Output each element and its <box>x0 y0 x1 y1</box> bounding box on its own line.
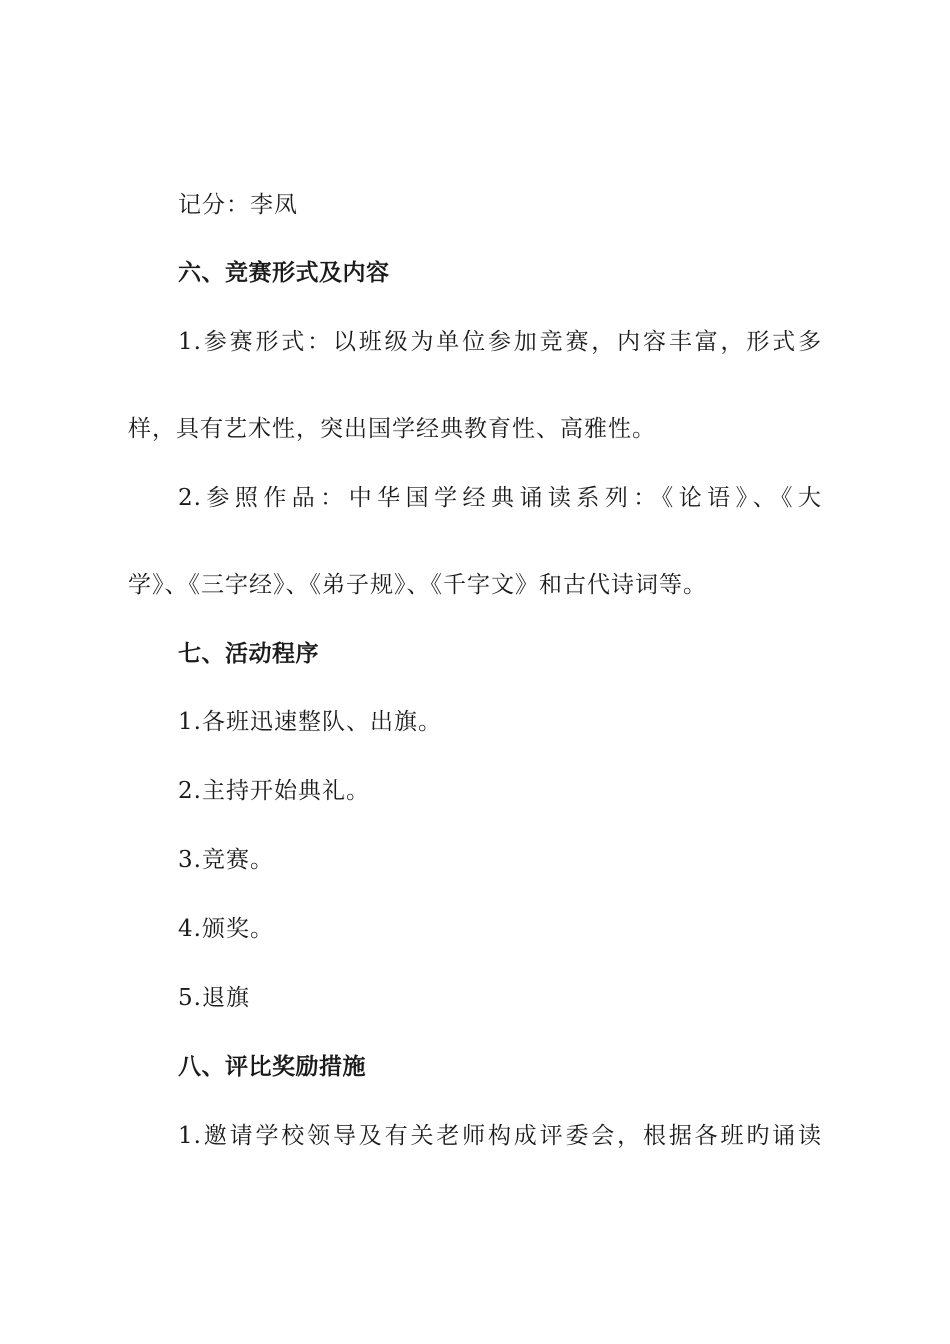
scorer-line: 记分：李凤 <box>178 192 298 218</box>
paragraph-line: 1.邀请学校领导及有关老师构成评委会，根据各班旳诵读 <box>178 1123 822 1149</box>
list-item: 3.竞赛。 <box>178 847 274 873</box>
list-item: 5.退旗 <box>178 985 250 1011</box>
section-heading-7: 七、活动程序 <box>178 641 319 667</box>
paragraph-line: 2.参照作品：中华国学经典诵读系列：《论语》、《大 <box>178 485 822 511</box>
list-item: 1.各班迅速整队、出旗。 <box>178 709 442 735</box>
paragraph-line: 1.参赛形式：以班级为单位参加竞赛，内容丰富，形式多 <box>178 329 822 355</box>
section-heading-8: 八、评比奖励措施 <box>178 1054 366 1080</box>
paragraph-line: 学》、《三字经》、《弟子规》、《千字文》和古代诗词等。 <box>128 572 707 598</box>
list-item: 2.主持开始典礼。 <box>178 778 370 804</box>
list-item: 4.颁奖。 <box>178 916 274 942</box>
section-heading-6: 六、竞赛形式及内容 <box>178 260 390 286</box>
paragraph-line: 样，具有艺术性，突出国学经典教育性、高雅性。 <box>128 416 656 442</box>
